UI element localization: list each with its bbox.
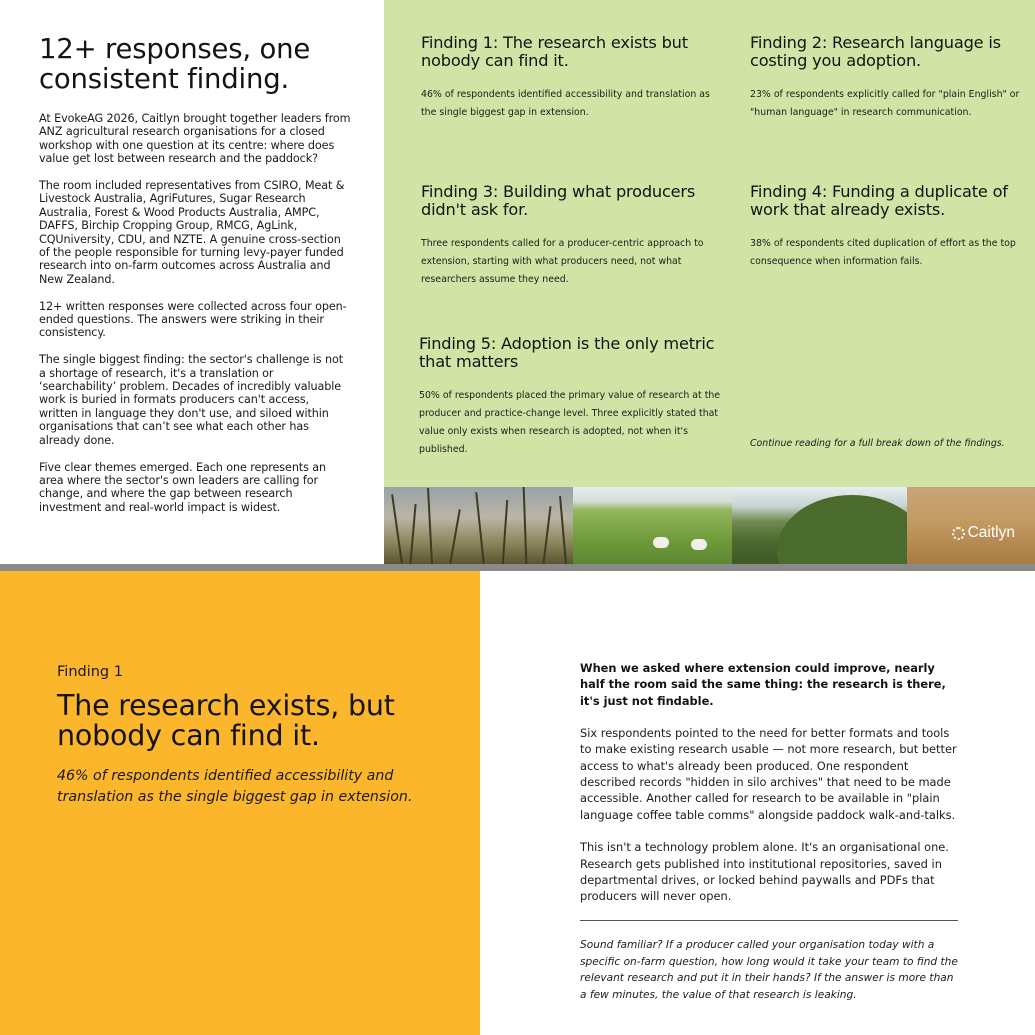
finding-title: Finding 4: Funding a duplicate of work that already exists. [750,182,1008,219]
article-paragraph: This isn't a technology problem alone. It's an organisational one. Research gets published into institutional repositories, saved in departmental drives, or locked behind paywalls and PDFs that producers will never open. [580,840,949,904]
finding-detail-panel [0,571,480,1035]
grass-photo [384,487,573,564]
finding-card-1 [421,34,721,122]
finding-text: Three respondents called for a producer-centric approach to extension, starting with what producers need, not what researchers assume they need. [421,238,704,285]
photo-strip [384,487,1035,564]
finding-title: Finding 2: Research language is costing you adoption. [750,33,1001,70]
intro-title: 12+ responses, one consistent finding. [39,33,311,95]
page-divider [0,564,1035,571]
article-body [580,660,960,1003]
finding-card-5 [419,335,729,459]
article-paragraph: Six respondents pointed to the need for better formats and tools to make existing research usable — not more research, but better access to what's already been produced. One respondent described records "hidden in silo archives" that need to be made accessible. Another called for research to be available in "plain language coffee table comms" alongside paddock walk-and-talks. [580,726,957,822]
article-question: Sound familiar? If a producer called your organisation today with a specific on-farm question, how long would it take your team to find the relevant research and put it in their hands? If the answer is more than a few minutes, the value of that research is leaking. [580,939,958,1001]
article-rule [580,920,958,921]
intro-body [39,112,351,528]
finding-card-4 [750,183,1032,271]
caitlyn-logo-icon [952,527,965,540]
finding-title: Finding 1: The research exists but nobody can find it. [421,33,688,70]
finding-card-2 [750,34,1030,122]
finding-text: 50% of respondents placed the primary value of research at the producer and practice-change level. Three explicitly stated that value only exists when research is adopted, not when it's published. [419,390,721,455]
continue-note: Continue reading for a full break down of the findings. [750,438,1005,449]
finding-title: Finding 5: Adoption is the only metric that matters [419,334,715,371]
finding-lead: 46% of respondents identified accessibility and translation as the single biggest gap in extension. [57,768,413,805]
forest-hill-photo [732,487,907,564]
intro-paragraph: At EvokeAG 2026, Caitlyn brought together leaders from ANZ agricultural research organisations for a closed workshop with one question at its centre: where does value get lost between research and the paddock? [39,112,351,166]
sheep-pasture-photo [573,487,732,564]
intro-paragraph: The single biggest finding: the sector's challenge is not a shortage of research, it's a translation or ‘searchability’ problem. Decades of incredibly valuable work is buried in formats producers can't access, written in language they don't use, and siloed within organisations that can’t see what each other has already done. [39,353,343,447]
article-intro: When we asked where extension could improve, nearly half the room said the same thing: the research is there, it's just not findable. [580,661,946,708]
finding-title: Finding 3: Building what producers didn't ask for. [421,182,696,219]
wheat-field-photo [907,487,1035,564]
intro-panel [0,0,384,564]
intro-paragraph: The room included representatives from CSIRO, Meat & Livestock Australia, AgriFutures, Sugar Research Australia, Forest & Wood Products Australia, AMPC, DAFFS, Birchip Cropping Group, RMCG, AgLink, CQUniversity, CDU, and NZTE. A genuine cross-section of the people responsible for turning levy-payer funded research into on-farm outcomes across Australia and New Zealand. [39,179,345,286]
caitlyn-logo: Caitlyn [952,524,1015,542]
finding-text: 38% of respondents cited duplication of effort as the top consequence when information fails. [750,238,1016,267]
findings-panel [384,0,1035,487]
intro-paragraph: 12+ written responses were collected across four open-ended questions. The answers were striking in their consistency. [39,299,347,340]
finding-label: Finding 1 [57,664,123,680]
finding-heading: The research exists, but nobody can find it. [57,689,395,752]
intro-paragraph: Five clear themes emerged. Each one represents an area where the sector's own leaders are calling for change, and where the gap between research investment and real-world impact is widest. [39,460,327,514]
finding-text: 23% of respondents explicitly called for "plain English" or "human language" in research communication. [750,89,1020,118]
finding-text: 46% of respondents identified accessibility and translation as the single biggest gap in extension. [421,89,710,118]
finding-card-3 [421,183,721,289]
